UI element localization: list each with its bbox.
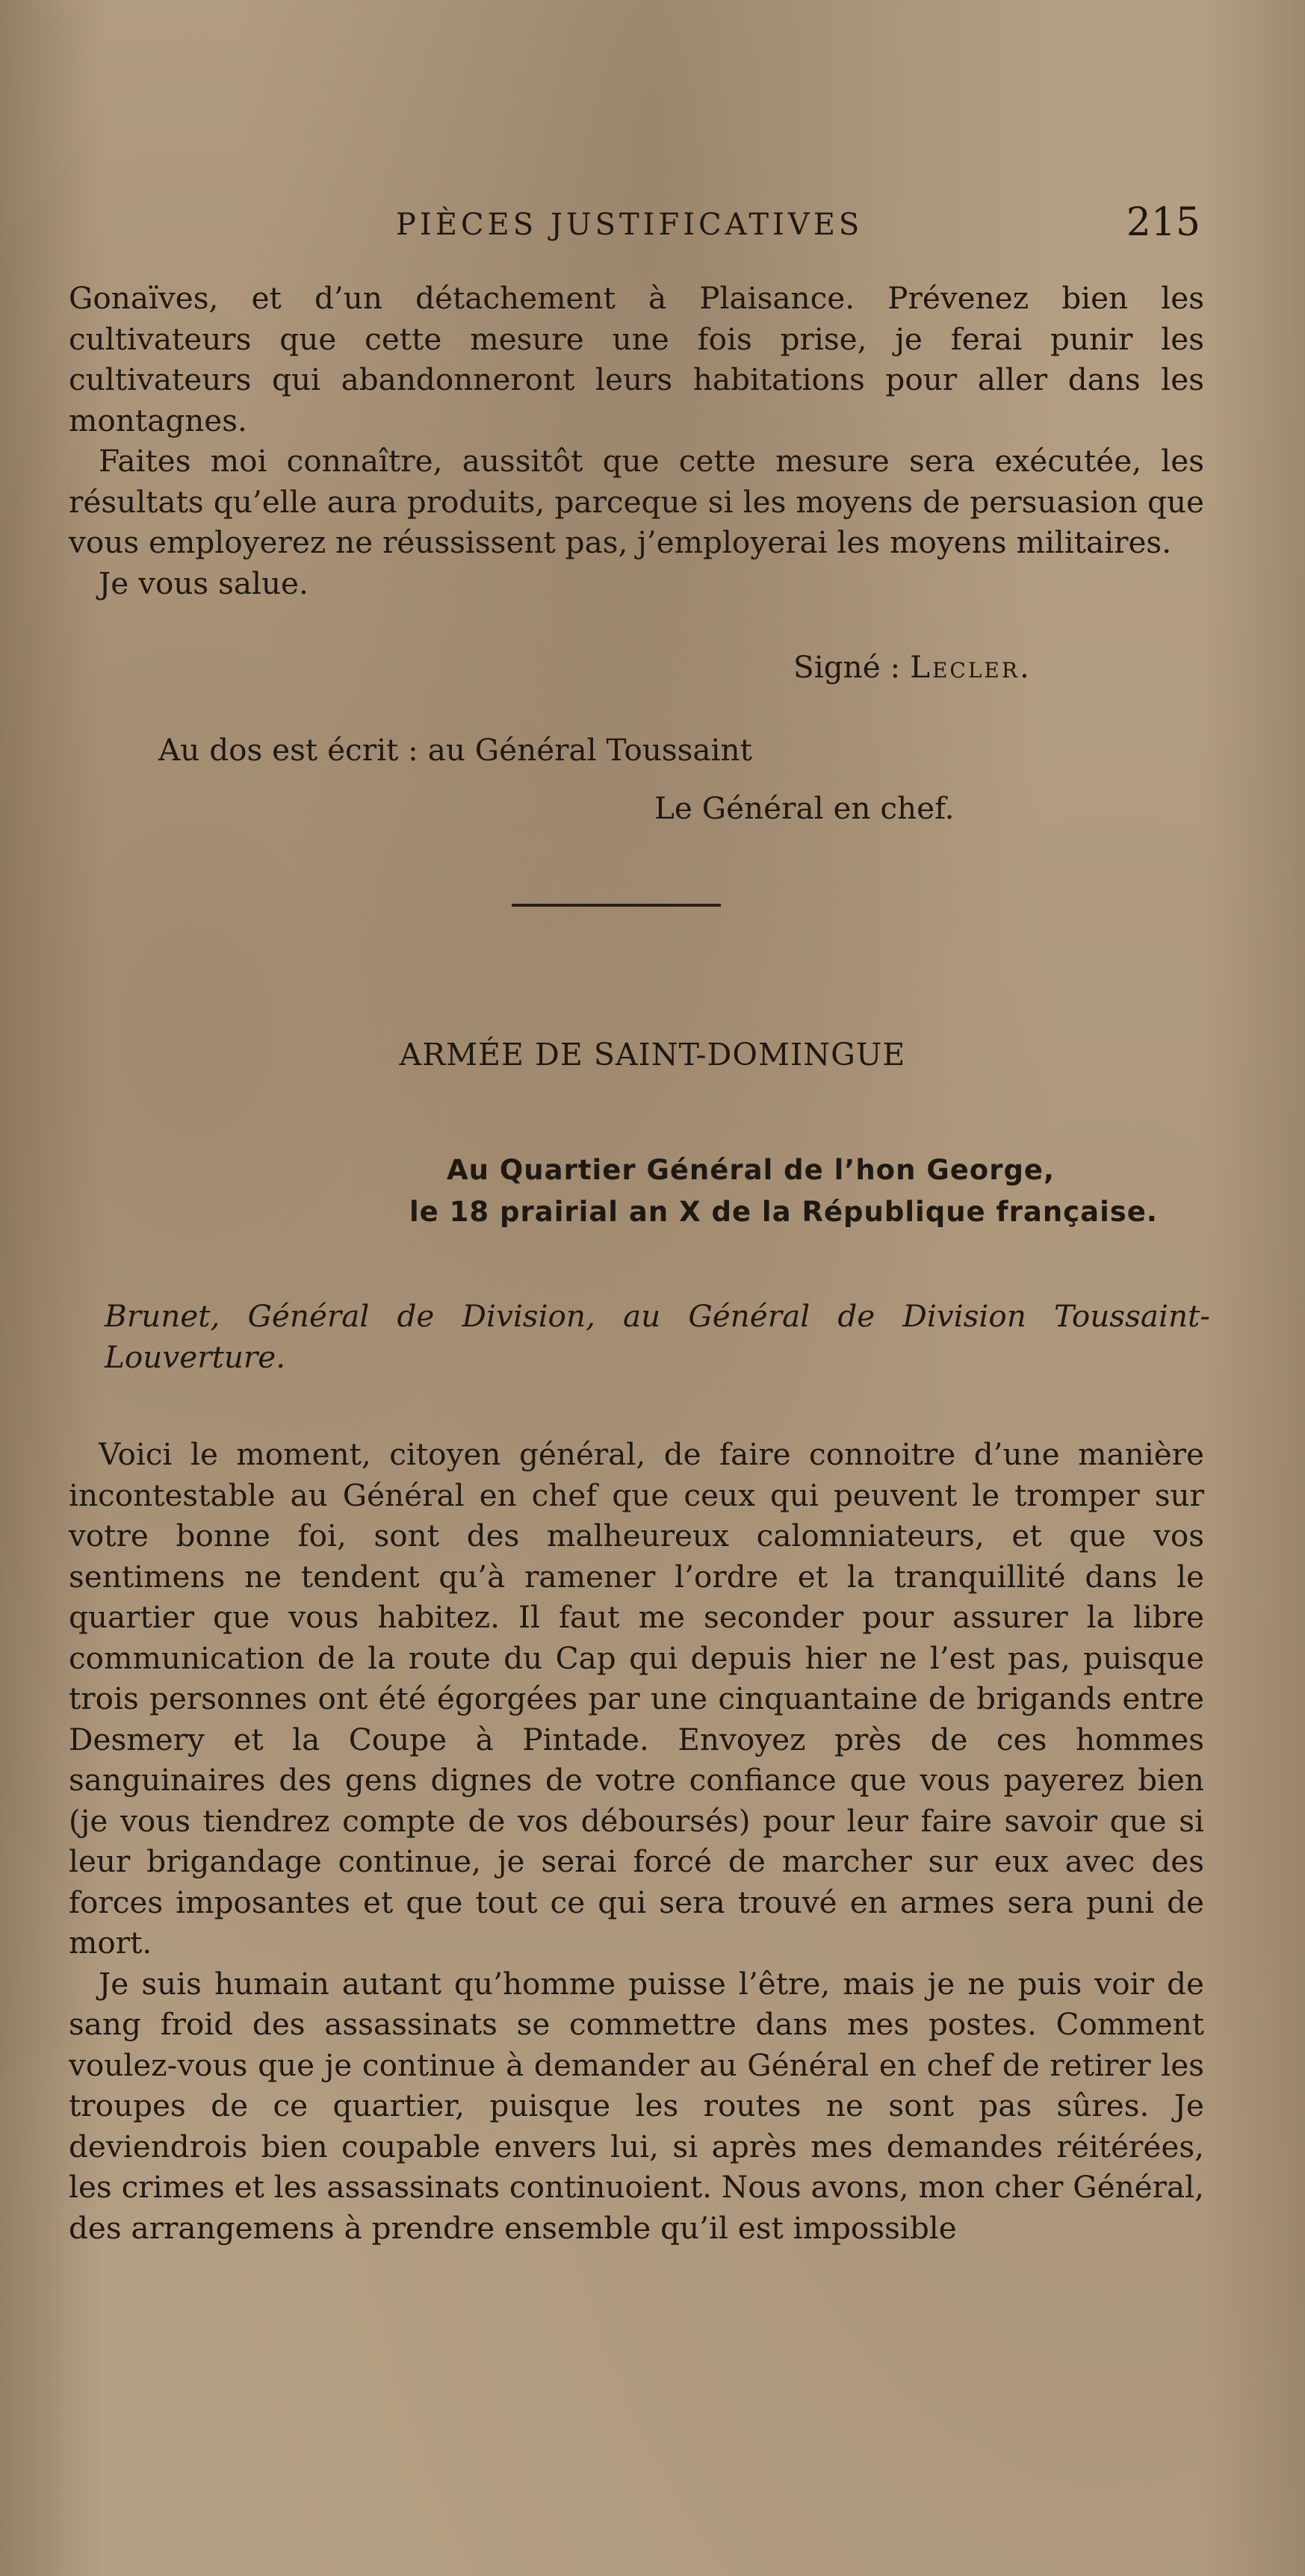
letter1-paragraph-1: Gonaïves, et d’un détachement à Plaisance. Prévenez bien les cultivateurs que cette mesure une fois prise, je ferai punir les cultivateurs qui abandonneront leurs habitations pour aller dans les montagnes. [69, 280, 1204, 438]
signature-name: Lecler. [910, 649, 1032, 685]
letter1-paragraph-2: Faites moi connaître, aussitôt que cette mesure sera exécutée, les résultats qu’elle aura produits, parceque si les moyens de persuasion que vous employerez ne réussissent pas, j’employerai les moyens militaires. [69, 443, 1204, 560]
letter2-from-to: Brunet, Général de Division, au Général de Division Toussaint-Louverture. [105, 1298, 1210, 1375]
letter2-heading: ARMÉE DE SAINT-DOMINGUE [399, 1037, 906, 1073]
letter2-location-line: Au Quartier Général de l’hon George, [447, 1154, 1056, 1186]
letter1-address-title: Le Général en chef. [654, 790, 955, 826]
letter1-body [69, 278, 1204, 603]
letter2-paragraph-2: Je suis humain autant qu’homme puisse l’être, mais je ne puis voir de sang froid des assassinats se commettre dans mes postes. Comment voulez-vous que je continue à demander au Général en chef de retirer les troupes de ce quartier, puisque les routes ne sont pas sûres. Je deviendrois bien coupable envers lui, si après mes demandes réitérées, les crimes et les assassinats continuoient. Nous avons, mon cher Général, des arrangemens à prendre ensemble qu’il est impossible [69, 1965, 1204, 2246]
page-number: 215 [1126, 200, 1200, 245]
letter1-signature [793, 647, 1032, 688]
letter2-paragraph-1: Voici le moment, citoyen général, de faire connoitre d’une manière incontestable au Général en chef que ceux qui peuvent le tromper sur votre bonne foi, sont des malheureux calomniateurs, et que vos sentimens ne tendent qu’à ramener l’ordre et la tranquillité dans le quartier que vous habitez. Il faut me seconder pour assurer la libre communication de la route du Cap qui depuis hier ne l’est pas, puisque trois personnes ont été égorgées par une cinquantaine de brigands entre Desmery et la Coupe à Pintade. Envoyez près de ces hommes sanguinaires des gens dignes de votre confiance que vous payerez bien (je vous tiendrez compte de vos déboursés) pour leur faire savoir que si leur brigandage continue, je serai forcé de marcher sur eux avec des forces imposantes et que tout ce qui sera trouvé en armes sera puni de mort. [69, 1436, 1204, 1961]
section-divider [512, 904, 721, 907]
running-head [0, 200, 1305, 252]
letter1-closing: Je vous salue. [99, 565, 309, 601]
letter2-date-line: le 18 prairial an X de la République française. [409, 1196, 1158, 1228]
letter1-address-note: Au dos est écrit : au Général Toussaint [158, 732, 752, 768]
signature-prefix: Signé : [793, 649, 901, 685]
running-title: PIÈCES JUSTIFICATIVES [396, 208, 864, 242]
letter2-body [69, 1434, 1204, 2248]
